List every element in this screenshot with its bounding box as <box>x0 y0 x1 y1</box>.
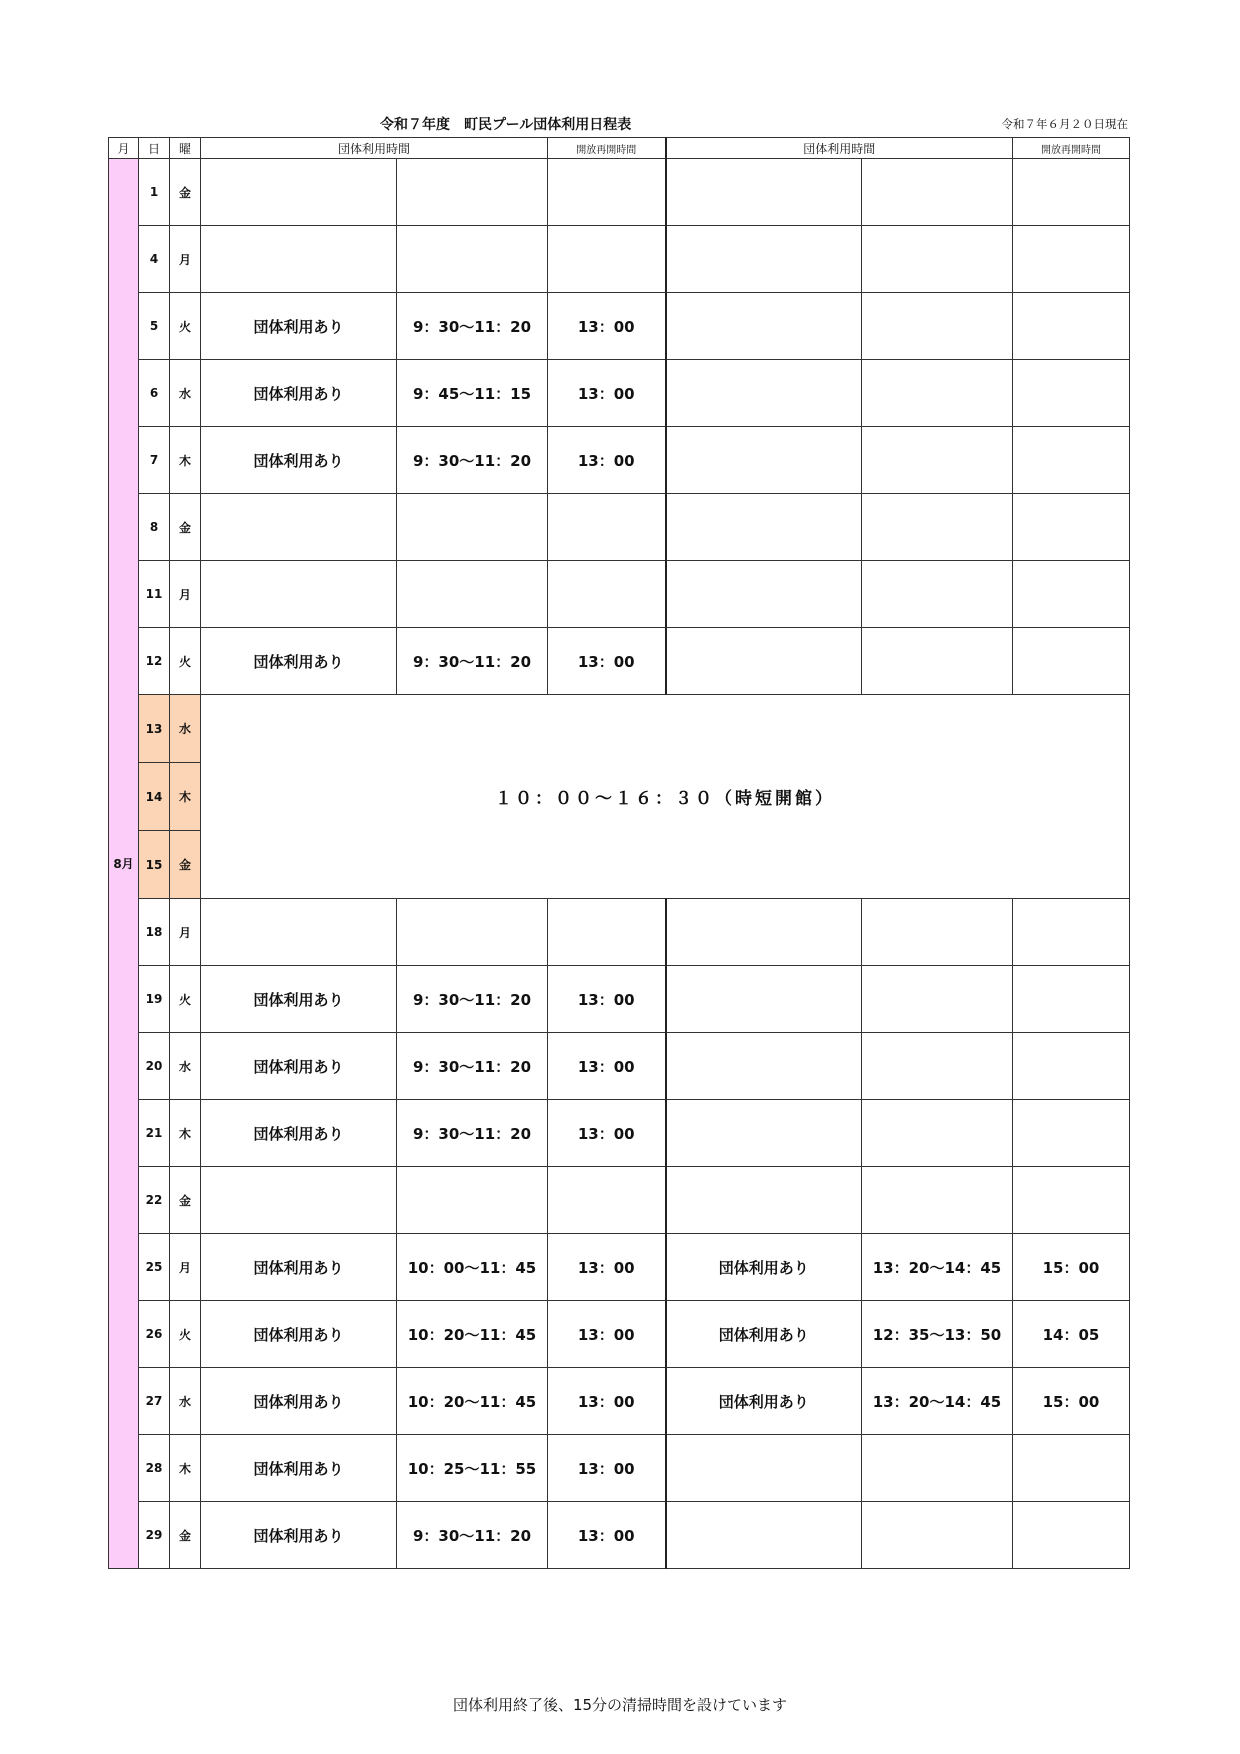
group-use-1: 団体利用あり <box>201 1301 397 1368</box>
group-use-2 <box>666 561 862 628</box>
reopen-time-2 <box>1013 293 1130 360</box>
reopen-time-2 <box>1013 899 1130 966</box>
weekday-cell: 月 <box>170 226 201 293</box>
group-time-1 <box>397 494 548 561</box>
day-cell: 19 <box>139 966 170 1033</box>
day-cell: 4 <box>139 226 170 293</box>
table-row <box>109 427 1130 494</box>
group-time-2 <box>862 561 1013 628</box>
table-row <box>109 695 1130 763</box>
group-use-2: 団体利用あり <box>666 1368 862 1435</box>
group-use-2 <box>666 1502 862 1569</box>
group-time-2 <box>862 159 1013 226</box>
group-use-2 <box>666 1435 862 1502</box>
day-cell: 12 <box>139 628 170 695</box>
group-time-1: 10：00～11：45 <box>397 1234 548 1301</box>
weekday-cell: 金 <box>170 1502 201 1569</box>
day-cell: 13 <box>139 695 170 763</box>
reopen-time-2 <box>1013 1435 1130 1502</box>
reopen-time-1: 13：00 <box>548 1301 666 1368</box>
header-reopen-1: 開放再開時間 <box>548 138 666 159</box>
reopen-time-1 <box>548 561 666 628</box>
weekday-cell: 水 <box>170 695 201 763</box>
day-cell: 6 <box>139 360 170 427</box>
reopen-time-1: 13：00 <box>548 1435 666 1502</box>
reopen-time-2 <box>1013 1167 1130 1234</box>
reopen-time-2 <box>1013 226 1130 293</box>
reopen-time-1 <box>548 159 666 226</box>
table-row <box>109 1100 1130 1167</box>
group-time-2 <box>862 899 1013 966</box>
reopen-time-2 <box>1013 1033 1130 1100</box>
group-time-1: 10：20～11：45 <box>397 1301 548 1368</box>
table-row <box>109 360 1130 427</box>
header-weekday: 曜 <box>170 138 201 159</box>
group-time-2 <box>862 427 1013 494</box>
table-row <box>109 494 1130 561</box>
group-use-2 <box>666 494 862 561</box>
weekday-cell: 月 <box>170 561 201 628</box>
day-cell: 7 <box>139 427 170 494</box>
group-use-2 <box>666 226 862 293</box>
reopen-time-2 <box>1013 360 1130 427</box>
weekday-cell: 水 <box>170 1368 201 1435</box>
group-time-1: 9：30～11：20 <box>397 1100 548 1167</box>
group-use-1: 団体利用あり <box>201 1368 397 1435</box>
table-row <box>109 1234 1130 1301</box>
group-use-1: 団体利用あり <box>201 966 397 1033</box>
group-use-1: 団体利用あり <box>201 1435 397 1502</box>
reopen-time-2: 15：00 <box>1013 1234 1130 1301</box>
group-time-1: 9：30～11：20 <box>397 1502 548 1569</box>
group-time-1: 9：30～11：20 <box>397 293 548 360</box>
group-use-2 <box>666 1167 862 1234</box>
group-use-1 <box>201 159 397 226</box>
header-reopen-2: 開放再開時間 <box>1013 138 1130 159</box>
group-use-1: 団体利用あり <box>201 1502 397 1569</box>
reopen-time-1: 13：00 <box>548 1100 666 1167</box>
group-use-1 <box>201 899 397 966</box>
group-time-2 <box>862 628 1013 695</box>
day-cell: 28 <box>139 1435 170 1502</box>
group-use-1: 団体利用あり <box>201 1033 397 1100</box>
group-time-1: 10：20～11：45 <box>397 1368 548 1435</box>
reopen-time-2 <box>1013 966 1130 1033</box>
weekday-cell: 火 <box>170 293 201 360</box>
table-row <box>109 966 1130 1033</box>
table-row <box>109 159 1130 226</box>
day-cell: 20 <box>139 1033 170 1100</box>
reopen-time-1: 13：00 <box>548 966 666 1033</box>
table-row <box>109 628 1130 695</box>
weekday-cell: 火 <box>170 628 201 695</box>
weekday-cell: 月 <box>170 1234 201 1301</box>
as-of-date: 令和７年６月２０日現在 <box>1001 117 1128 131</box>
weekday-cell: 金 <box>170 159 201 226</box>
reopen-time-1: 13：00 <box>548 1368 666 1435</box>
group-use-2: 団体利用あり <box>666 1301 862 1368</box>
group-time-2 <box>862 1167 1013 1234</box>
group-use-2 <box>666 159 862 226</box>
day-cell: 5 <box>139 293 170 360</box>
month-cell: 8月 <box>109 159 139 1569</box>
group-time-1 <box>397 561 548 628</box>
reopen-time-2 <box>1013 1502 1130 1569</box>
group-use-2: 団体利用あり <box>666 1234 862 1301</box>
reopen-time-1 <box>548 899 666 966</box>
weekday-cell: 水 <box>170 1033 201 1100</box>
day-cell: 27 <box>139 1368 170 1435</box>
weekday-cell: 木 <box>170 1435 201 1502</box>
group-use-2 <box>666 293 862 360</box>
header-group-use-2: 団体利用時間 <box>666 138 1013 159</box>
group-time-1: 9：30～11：20 <box>397 628 548 695</box>
group-use-1: 団体利用あり <box>201 293 397 360</box>
group-use-1: 団体利用あり <box>201 427 397 494</box>
day-cell: 11 <box>139 561 170 628</box>
schedule-table <box>108 137 1130 1569</box>
reopen-time-2 <box>1013 561 1130 628</box>
reopen-time-1: 13：00 <box>548 360 666 427</box>
table-row <box>109 226 1130 293</box>
table-row <box>109 1502 1130 1569</box>
table-row <box>109 1435 1130 1502</box>
reopen-time-1: 13：00 <box>548 293 666 360</box>
reopen-time-1 <box>548 226 666 293</box>
reopen-time-1: 13：00 <box>548 1502 666 1569</box>
group-time-2: 13：20～14：45 <box>862 1368 1013 1435</box>
group-use-2 <box>666 1033 862 1100</box>
group-use-2 <box>666 899 862 966</box>
day-cell: 21 <box>139 1100 170 1167</box>
group-use-1: 団体利用あり <box>201 360 397 427</box>
reopen-time-1: 13：00 <box>548 628 666 695</box>
group-use-2 <box>666 628 862 695</box>
group-time-2 <box>862 1435 1013 1502</box>
table-row <box>109 1368 1130 1435</box>
table-row <box>109 1167 1130 1234</box>
day-cell: 22 <box>139 1167 170 1234</box>
group-use-2 <box>666 1100 862 1167</box>
footer-note: 団体利用終了後、15分の清掃時間を設けています <box>452 1696 788 1714</box>
group-use-2 <box>666 427 862 494</box>
reopen-time-1 <box>548 494 666 561</box>
group-time-1 <box>397 1167 548 1234</box>
group-time-2 <box>862 360 1013 427</box>
group-time-1: 9：30～11：20 <box>397 427 548 494</box>
reopen-time-1 <box>548 1167 666 1234</box>
group-time-2 <box>862 966 1013 1033</box>
day-cell: 26 <box>139 1301 170 1368</box>
group-time-1 <box>397 159 548 226</box>
group-use-1 <box>201 1167 397 1234</box>
reopen-time-2 <box>1013 494 1130 561</box>
reopen-time-1: 13：00 <box>548 1234 666 1301</box>
group-time-2 <box>862 494 1013 561</box>
weekday-cell: 木 <box>170 427 201 494</box>
group-time-1: 9：30～11：20 <box>397 1033 548 1100</box>
reopen-time-2 <box>1013 1100 1130 1167</box>
shortened-hours-notice: １０：００～１６：３０（時短開館） <box>201 695 1130 899</box>
weekday-cell: 金 <box>170 494 201 561</box>
weekday-cell: 木 <box>170 763 201 831</box>
header-day: 日 <box>139 138 170 159</box>
group-use-1 <box>201 226 397 293</box>
group-time-2 <box>862 1033 1013 1100</box>
weekday-cell: 金 <box>170 1167 201 1234</box>
group-time-1: 9：45～11：15 <box>397 360 548 427</box>
weekday-cell: 月 <box>170 899 201 966</box>
table-row <box>109 899 1130 966</box>
day-cell: 1 <box>139 159 170 226</box>
group-time-2: 12：35～13：50 <box>862 1301 1013 1368</box>
weekday-cell: 火 <box>170 966 201 1033</box>
table-row <box>109 561 1130 628</box>
reopen-time-2 <box>1013 628 1130 695</box>
reopen-time-2 <box>1013 159 1130 226</box>
day-cell: 14 <box>139 763 170 831</box>
group-time-2 <box>862 1502 1013 1569</box>
reopen-time-2 <box>1013 427 1130 494</box>
group-time-1: 10：25～11：55 <box>397 1435 548 1502</box>
group-use-2 <box>666 966 862 1033</box>
table-row <box>109 1301 1130 1368</box>
group-time-1: 9：30～11：20 <box>397 966 548 1033</box>
group-use-1 <box>201 494 397 561</box>
day-cell: 25 <box>139 1234 170 1301</box>
reopen-time-1: 13：00 <box>548 427 666 494</box>
group-use-1: 団体利用あり <box>201 1234 397 1301</box>
page-title: 令和７年度 町民プール団体利用日程表 <box>380 117 632 133</box>
day-cell: 8 <box>139 494 170 561</box>
table-row <box>109 293 1130 360</box>
group-use-1: 団体利用あり <box>201 628 397 695</box>
reopen-time-2: 15：00 <box>1013 1368 1130 1435</box>
group-time-2 <box>862 226 1013 293</box>
group-use-1: 団体利用あり <box>201 1100 397 1167</box>
group-time-2: 13：20～14：45 <box>862 1234 1013 1301</box>
weekday-cell: 水 <box>170 360 201 427</box>
group-time-2 <box>862 293 1013 360</box>
weekday-cell: 火 <box>170 1301 201 1368</box>
header-month: 月 <box>109 138 139 159</box>
reopen-time-2: 14：05 <box>1013 1301 1130 1368</box>
table-row <box>109 1033 1130 1100</box>
header-group-use-1: 団体利用時間 <box>201 138 548 159</box>
group-use-1 <box>201 561 397 628</box>
day-cell: 29 <box>139 1502 170 1569</box>
group-time-2 <box>862 1100 1013 1167</box>
header-row <box>109 138 1130 159</box>
group-time-1 <box>397 899 548 966</box>
day-cell: 15 <box>139 831 170 899</box>
reopen-time-1: 13：00 <box>548 1033 666 1100</box>
group-time-1 <box>397 226 548 293</box>
weekday-cell: 木 <box>170 1100 201 1167</box>
weekday-cell: 金 <box>170 831 201 899</box>
group-use-2 <box>666 360 862 427</box>
day-cell: 18 <box>139 899 170 966</box>
